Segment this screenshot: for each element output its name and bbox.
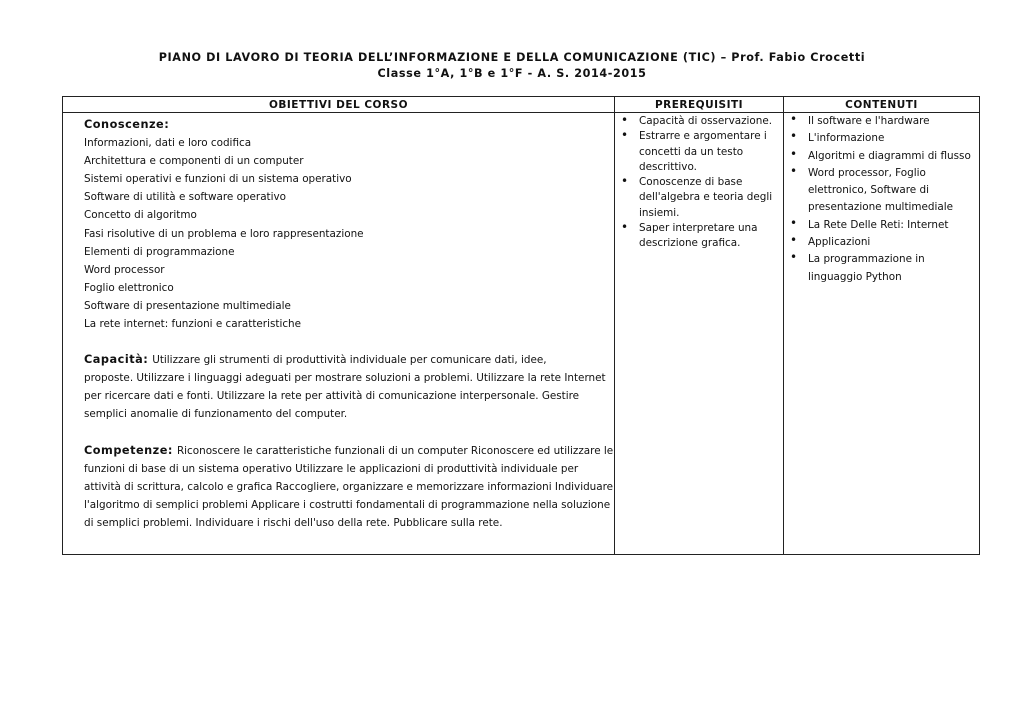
competenze-line: Riconoscere le caratteristiche funzionali di un computer Riconoscere ed utilizzare le: [176, 444, 614, 457]
document-title: [0, 50, 1024, 82]
contenuti-list: [787, 113, 977, 286]
prerequisiti-item: • Capacità di osservazione.: [618, 114, 779, 129]
competenze-line: l'algoritmo di semplici problemi Applicare i costrutti fondamentali di programmazione nella soluzione: [84, 498, 611, 511]
prerequisiti-cell: [615, 113, 784, 555]
conoscenze-item: Concetto di algoritmo: [84, 209, 197, 222]
table-header-row: [63, 97, 980, 113]
prerequisiti-list: [618, 114, 779, 252]
conoscenze-item: Fasi risolutive di un problema e loro rappresentazione: [84, 227, 364, 240]
title-line-1: PIANO DI LAVORO DI TEORIA DELL’INFORMAZIONE E DELLA COMUNICAZIONE (TIC) – Prof. Fabio Crocetti: [158, 51, 866, 64]
conoscenze-item: La rete internet: funzioni e caratteristiche: [84, 318, 302, 331]
header-obiettivi: OBIETTIVI DEL CORSO: [63, 97, 615, 113]
obiettivi-cell: [63, 113, 615, 555]
contenuti-cell: [784, 113, 980, 555]
contenuti-item: • La Rete Delle Reti: Internet: [787, 217, 977, 234]
contenuti-item: • L'informazione: [787, 130, 977, 147]
header-contenuti: CONTENUTI: [784, 97, 980, 113]
conoscenze-heading: Conoscenze:: [84, 118, 170, 131]
competenze-line: funzioni di base di un sistema operativo Utilizzare le applicazioni di produttività individuale per: [84, 462, 579, 475]
conoscenze-item: Informazioni, dati e loro codifica: [84, 137, 252, 150]
contenuti-item: • Il software e l'hardware: [787, 113, 977, 130]
title-line-2: Classe 1°A, 1°B e 1°F - A. S. 2014-2015: [377, 67, 647, 80]
contenuti-item: • La programmazione in linguaggio Python: [787, 251, 977, 286]
table-body-row: [63, 113, 980, 555]
conoscenze-item: Word processor: [84, 263, 165, 276]
conoscenze-item: Sistemi operativi e funzioni di un sistema operativo: [84, 173, 352, 186]
conoscenze-item: Foglio elettronico: [84, 281, 174, 294]
contenuti-item: • Word processor, Foglio elettronico, Software di presentazione multimediale: [787, 165, 977, 217]
contenuti-item: • Algoritmi e diagrammi di flusso: [787, 148, 977, 165]
competenze-line: di semplici problemi. Individuare i rischi dell'uso della rete. Pubblicare sulla rete.: [84, 516, 503, 529]
prerequisiti-item: • Estrarre e argomentare i concetti da un testo descrittivo.: [618, 129, 779, 175]
contenuti-item: • Applicazioni: [787, 234, 977, 251]
capacita-line: semplici anomalie di funzionamento del computer.: [84, 408, 348, 421]
capacita-line: per ricercare dati e fonti. Utilizzare la rete per attività di comunicazione interpersonale. Gestire: [84, 390, 580, 403]
competenze-line: attività di scrittura, calcolo e grafica Raccogliere, organizzare e memorizzare informazioni Individuare: [84, 480, 614, 493]
header-prerequisiti: PREREQUISITI: [615, 97, 784, 113]
competenze-heading: Competenze:: [84, 443, 173, 457]
conoscenze-item: Architettura e componenti di un computer: [84, 155, 304, 168]
plan-table: [62, 96, 980, 555]
conoscenze-list: [84, 134, 606, 333]
capacita-line: proposte. Utilizzare i linguaggi adeguati per mostrare soluzioni a problemi. Utilizzare la rete Internet: [84, 372, 606, 385]
competenze-paragraph: [84, 442, 614, 532]
conoscenze-item: Elementi di programmazione: [84, 245, 235, 258]
capacita-paragraph: [84, 351, 606, 423]
prerequisiti-item: • Saper interpretare una descrizione grafica.: [618, 221, 779, 252]
prerequisiti-item: • Conoscenze di base dell'algebra e teoria degli insiemi.: [618, 175, 779, 221]
capacita-line: Utilizzare gli strumenti di produttività individuale per comunicare dati, idee,: [152, 354, 547, 367]
conoscenze-item: Software di utilità e software operativo: [84, 191, 287, 204]
capacita-heading: Capacità:: [84, 353, 149, 367]
conoscenze-item: Software di presentazione multimediale: [84, 299, 291, 312]
